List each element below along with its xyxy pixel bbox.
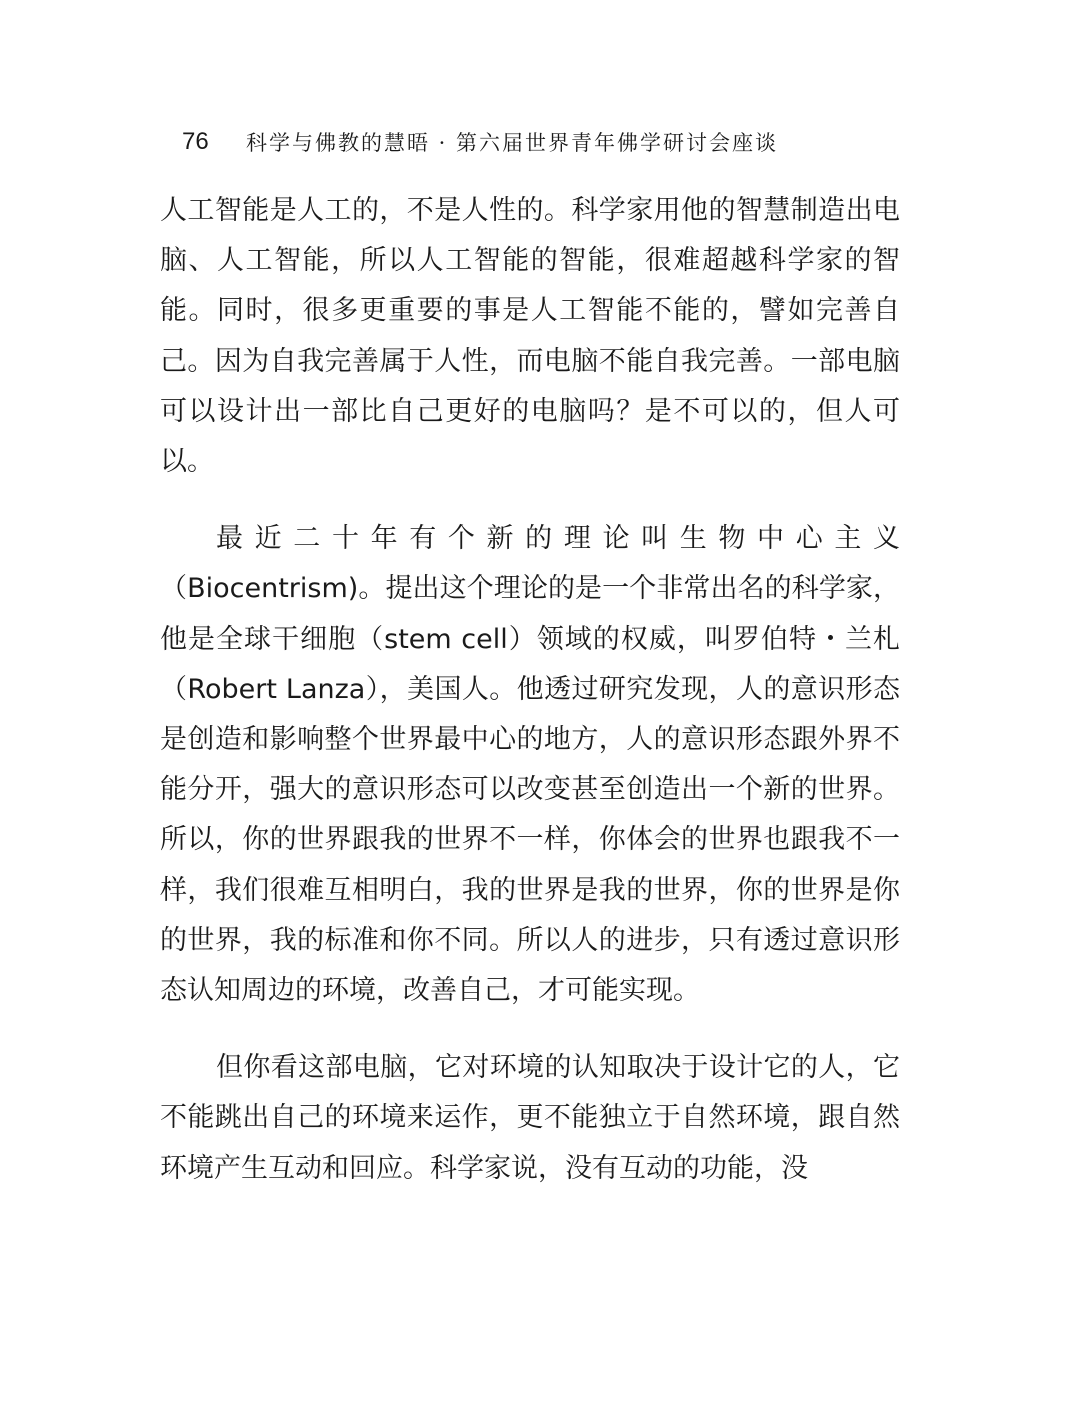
paragraph-1: 人工智能是人工的，不是人性的。科学家用他的智慧制造出电脑、人工智能，所以人工智能的智能，很难超越科学家的智能。同时，很多更重要的事是人工智能不能的，譬如完善自己。因为自我完善属于人性，而电脑不能自我完善。一部电脑可以设计出一部比自己更好的电脑吗？是不可以的，但人可以。: [160, 195, 900, 478]
paragraph-2: 最近二十年有个新的理论叫生物中心主义（Biocentrism)。提出这个理论的是一个非常出名的科学家，他是全球干细胞（stem cell）领域的权威，叫罗伯特・兰札（Robert Lanza），美国人。他透过研究发现，人的意识形态是创造和影响整个世界最中心的地方，人的意识形态跟外界不能分开，强大的意识形态可以改变甚至创造出一个新的世界。所以，你的世界跟我的世界不一样，你体会的世界也跟我不一样，我们很难互相明白，我的世界是我的世界，你的世界是你的世界，我的标准和你不同。所以人的进步，只有透过意识形态认知周边的环境，改善自己，才可能实现。: [160, 523, 900, 1007]
paragraph-3: 但你看这部电脑，它对环境的认知取决于设计它的人，它不能跳出自己的环境来运作，更不能独立于自然环境，跟自然环境产生互动和回应。科学家说，没有互动的功能，没: [160, 1052, 900, 1184]
page-number: 76: [182, 128, 209, 155]
book-title: 科学与佛教的慧晤 · 第六届世界青年佛学研讨会座谈: [246, 131, 779, 155]
running-header: [182, 122, 778, 162]
body-text: [160, 186, 900, 1194]
